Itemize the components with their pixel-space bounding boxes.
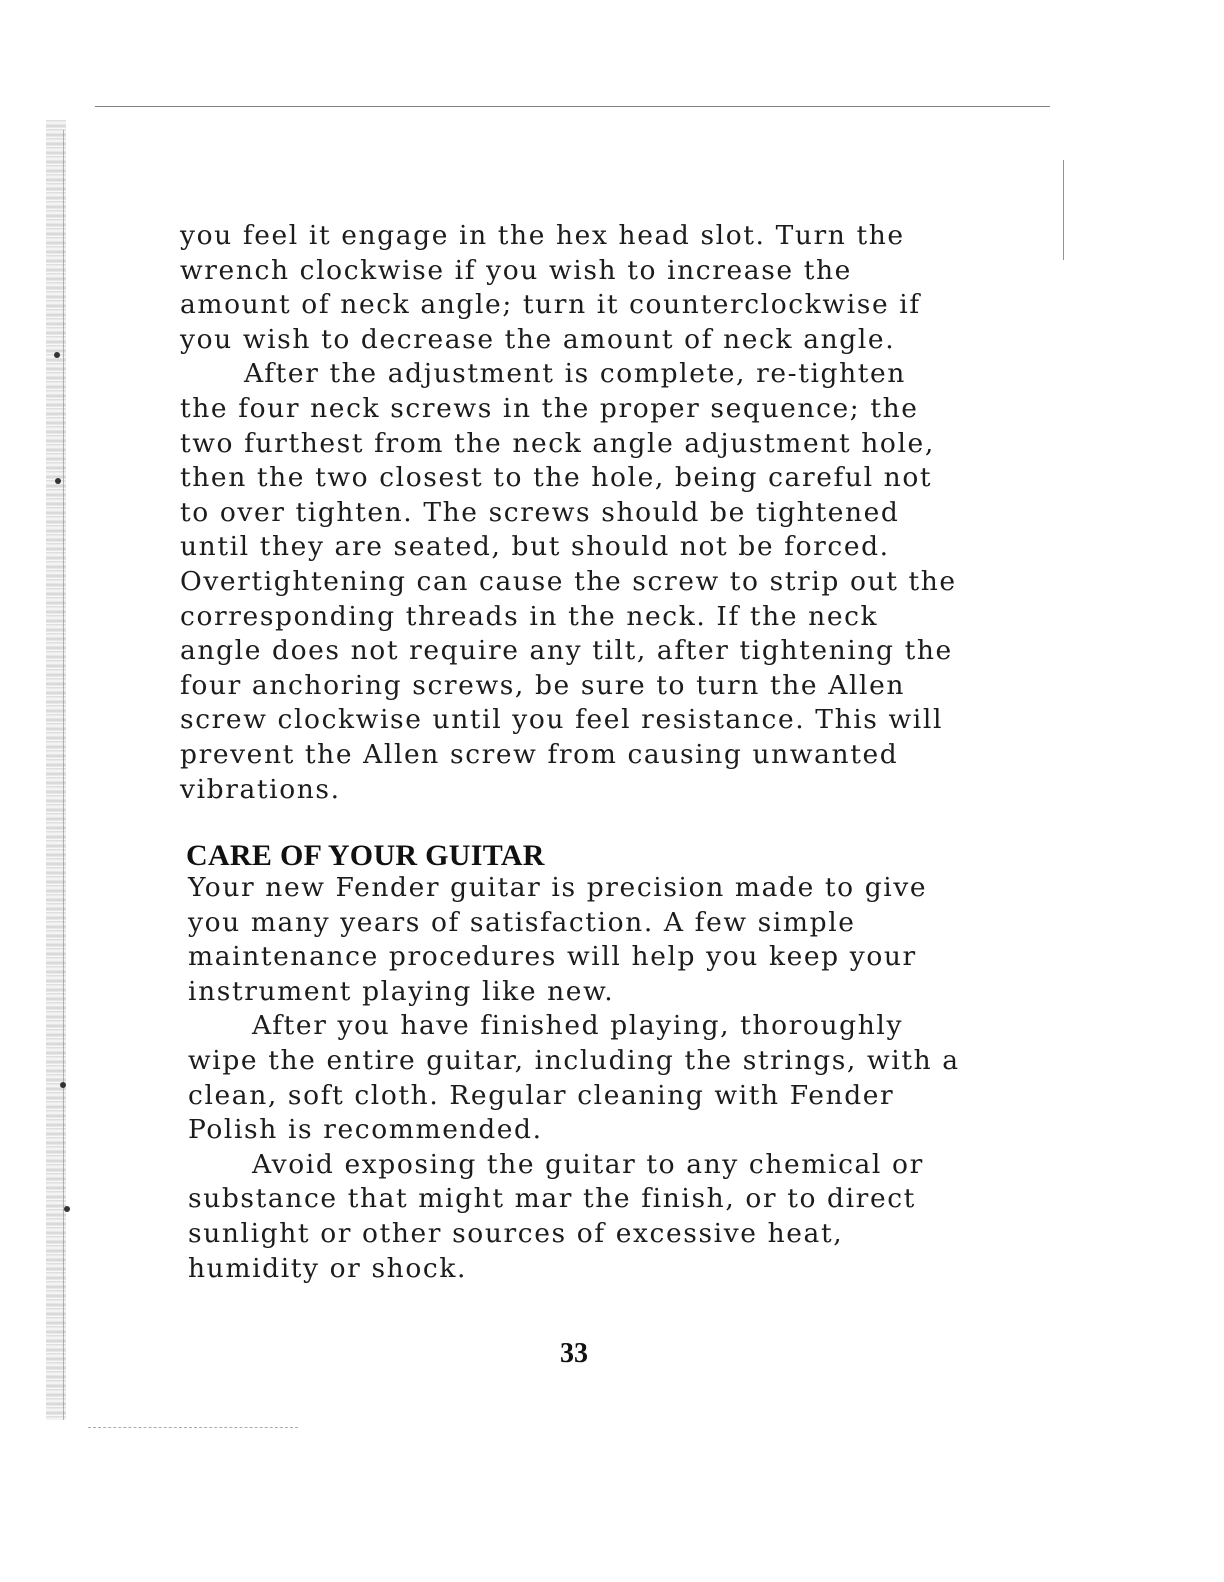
care-intro-paragraph (188, 871, 948, 1009)
text-line: prevent the Allen screw from causing unwanted (180, 738, 899, 770)
text-line: Avoid exposing the guitar to any chemical or (252, 1148, 924, 1180)
scan-left-edge-line (63, 130, 64, 1420)
text-line: clean, soft cloth. Regular cleaning with Fender (188, 1079, 895, 1111)
text-line: angle does not require any tilt, after tightening the (180, 635, 953, 667)
text-line: maintenance procedures will help you keep your (188, 941, 917, 973)
section-heading: CARE OF YOUR GUITAR (186, 839, 545, 872)
text-line: you many years of satisfaction. A few simple (188, 906, 856, 938)
text-line: to over tighten. The screws should be tightened (180, 496, 900, 528)
text-line: After you have finished playing, thoroughly (252, 1010, 904, 1042)
text-line: humidity or shock. (188, 1252, 468, 1284)
text-line: instrument playing like new. (188, 975, 615, 1007)
adjustment-paragraph (180, 357, 957, 807)
neck-adjustment-text (180, 219, 957, 807)
intro-paragraph (180, 219, 940, 357)
text-line: two furthest from the neck angle adjustment hole, (180, 427, 935, 459)
text-line: wipe the entire guitar, including the strings, with a (188, 1044, 960, 1076)
text-line: vibrations. (180, 773, 341, 805)
scan-right-edge-line (1063, 160, 1064, 260)
text-line: you wish to decrease the amount of neck angle. (180, 323, 896, 355)
care-section-text (188, 871, 960, 1286)
exposure-paragraph (188, 1148, 948, 1286)
text-line: corresponding threads in the neck. If the neck (180, 600, 879, 632)
scan-top-rule (95, 106, 1050, 107)
scan-mark (64, 1206, 70, 1212)
text-line: substance that might mar the finish, or to direct (188, 1183, 916, 1215)
text-line: screw clockwise until you feel resistance. This will (180, 704, 944, 736)
text-line: amount of neck angle; turn it counterclockwise if (180, 289, 921, 321)
scan-mark (55, 478, 61, 484)
text-line: four anchoring screws, be sure to turn the Allen (180, 669, 906, 701)
cleaning-paragraph (188, 1009, 960, 1147)
text-line: then the two closest to the hole, being careful not (180, 462, 933, 494)
text-line: the four neck screws in the proper sequence; the (180, 392, 919, 424)
text-line: Your new Fender guitar is precision made to give (188, 872, 928, 903)
text-line: you feel it engage in the hex head slot. Turn the (180, 220, 905, 251)
scan-bottom-rule (88, 1427, 298, 1428)
text-line: sunlight or other sources of excessive heat, (188, 1217, 844, 1249)
text-line: until they are seated, but should not be forced. (180, 531, 890, 563)
text-line: Overtightening can cause the screw to strip out the (180, 565, 957, 597)
scan-mark (54, 352, 60, 358)
scan-mark (60, 1082, 66, 1088)
text-line: wrench clockwise if you wish to increase the (180, 254, 852, 286)
text-line: Polish is recommended. (188, 1114, 543, 1146)
page-number: 33 (560, 1338, 588, 1369)
text-line: After the adjustment is complete, re-tighten (244, 358, 906, 390)
